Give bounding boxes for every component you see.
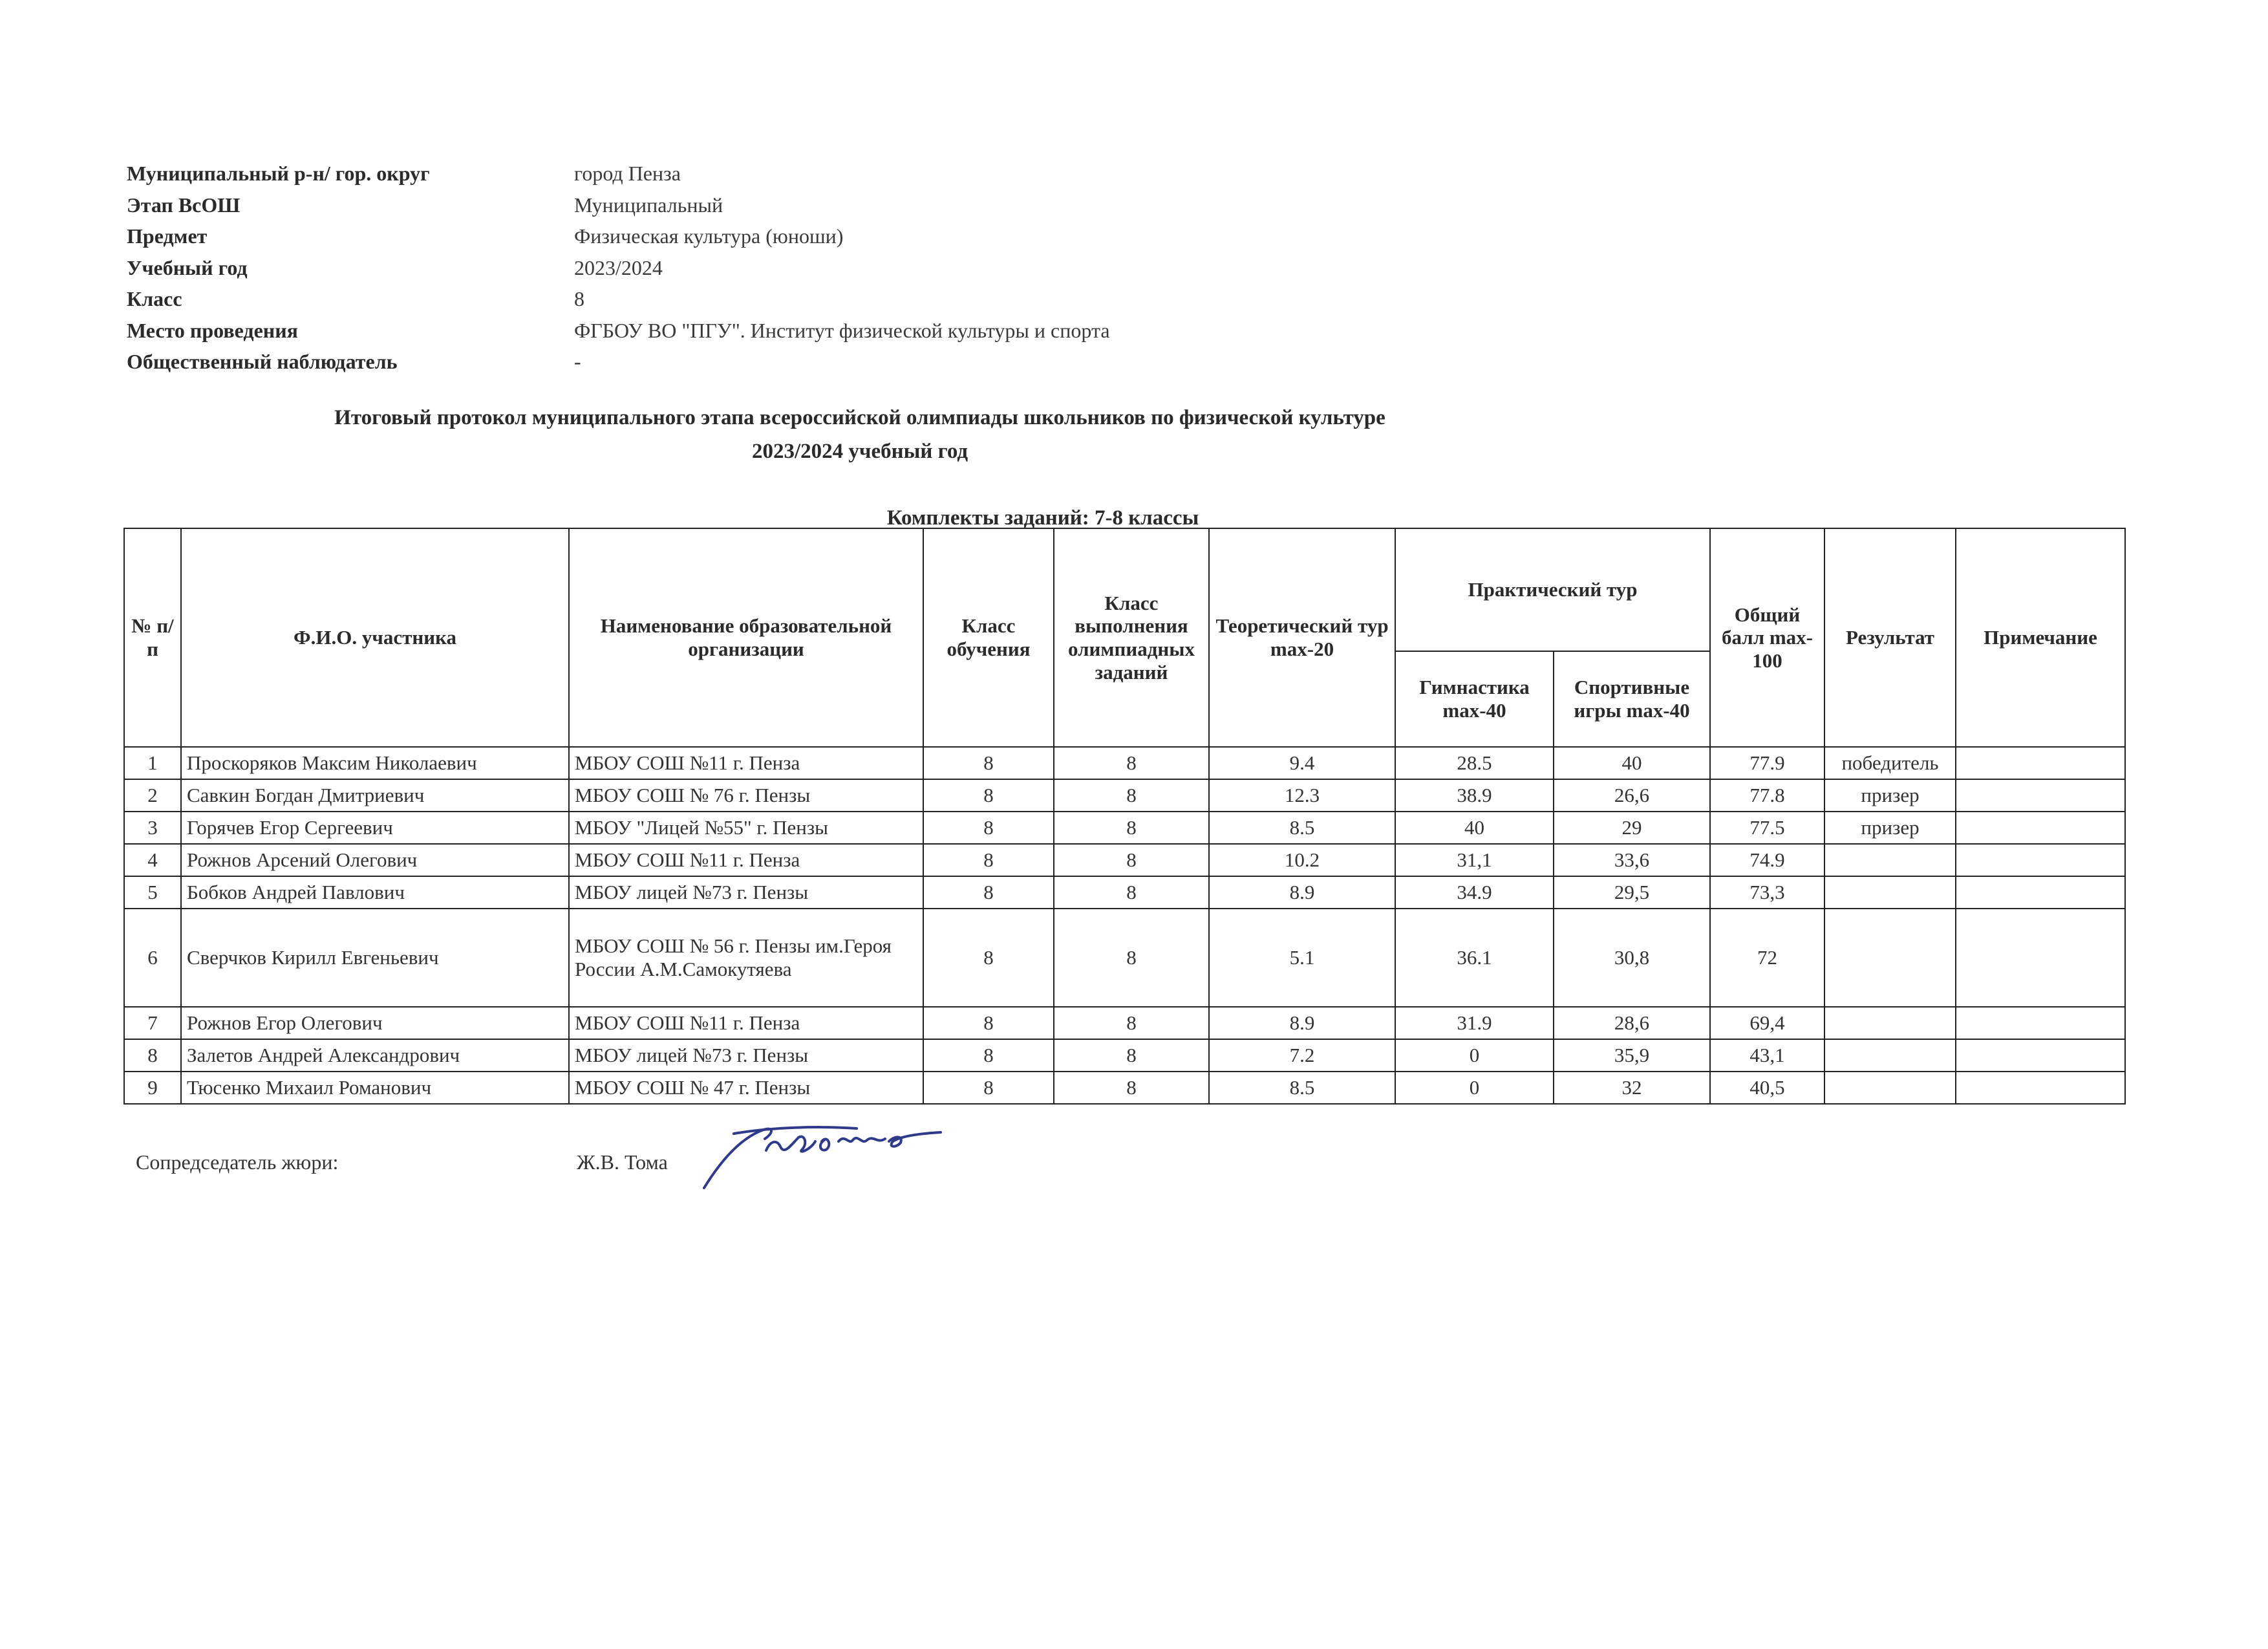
cell-theory: 8.5 bbox=[1209, 812, 1395, 844]
header-label: Этап ВсОШ bbox=[127, 193, 241, 217]
cell-grade: 8 bbox=[923, 909, 1054, 1007]
col-header-gymnastics: Гимнастика max-40 bbox=[1395, 651, 1554, 747]
header-value: город Пенза bbox=[574, 162, 681, 185]
header-value: ФГБОУ ВО "ПГУ". Институт физической культуры и спорта bbox=[574, 318, 1110, 342]
cell-total: 77.8 bbox=[1710, 779, 1824, 812]
cell-grade: 8 bbox=[923, 844, 1054, 876]
cell-result bbox=[1824, 876, 1956, 909]
cell-gymnastics: 28.5 bbox=[1395, 747, 1554, 779]
cell-grade: 8 bbox=[923, 747, 1054, 779]
header-label: Общественный наблюдатель bbox=[127, 350, 398, 373]
col-header-result: Результат bbox=[1824, 528, 1956, 747]
cell-gymnastics: 31,1 bbox=[1395, 844, 1554, 876]
cell-num: 3 bbox=[124, 812, 181, 844]
jury-chair-label: Сопредседатель жюри: bbox=[136, 1150, 339, 1174]
cell-sports: 29 bbox=[1554, 812, 1710, 844]
header-value: 8 bbox=[574, 287, 584, 310]
cell-org: МБОУ СОШ № 56 г. Пензы им.Героя России А.М.Самокутяева bbox=[569, 909, 923, 1007]
cell-note bbox=[1956, 1007, 2125, 1039]
cell-grade: 8 bbox=[923, 1039, 1054, 1072]
cell-gymnastics: 0 bbox=[1395, 1072, 1554, 1104]
cell-total: 77.5 bbox=[1710, 812, 1824, 844]
cell-num: 5 bbox=[124, 876, 181, 909]
cell-name: Савкин Богдан Дмитриевич bbox=[181, 779, 569, 812]
cell-result bbox=[1824, 844, 1956, 876]
table-row bbox=[124, 779, 2125, 812]
table-header-row bbox=[124, 528, 2125, 651]
cell-total: 40,5 bbox=[1710, 1072, 1824, 1104]
col-header-practice: Практический тур bbox=[1395, 528, 1710, 651]
cell-sports: 29,5 bbox=[1554, 876, 1710, 909]
cell-theory: 8.9 bbox=[1209, 876, 1395, 909]
table-row bbox=[124, 1007, 2125, 1039]
cell-sports: 28,6 bbox=[1554, 1007, 1710, 1039]
cell-theory: 8.5 bbox=[1209, 1072, 1395, 1104]
cell-num: 4 bbox=[124, 844, 181, 876]
cell-grade: 8 bbox=[923, 1072, 1054, 1104]
cell-num: 7 bbox=[124, 1007, 181, 1039]
cell-total: 74.9 bbox=[1710, 844, 1824, 876]
cell-task-grade: 8 bbox=[1054, 812, 1209, 844]
col-header-sports: Спортивные игры max-40 bbox=[1554, 651, 1710, 747]
cell-note bbox=[1956, 909, 2125, 1007]
cell-sports: 40 bbox=[1554, 747, 1710, 779]
cell-theory: 9.4 bbox=[1209, 747, 1395, 779]
cell-task-grade: 8 bbox=[1054, 876, 1209, 909]
cell-name: Рожнов Егор Олегович bbox=[181, 1007, 569, 1039]
cell-org: МБОУ СОШ №11 г. Пенза bbox=[569, 844, 923, 876]
cell-gymnastics: 36.1 bbox=[1395, 909, 1554, 1007]
cell-gymnastics: 31.9 bbox=[1395, 1007, 1554, 1039]
cell-task-grade: 8 bbox=[1054, 779, 1209, 812]
cell-sports: 30,8 bbox=[1554, 909, 1710, 1007]
cell-sports: 33,6 bbox=[1554, 844, 1710, 876]
results-table bbox=[123, 528, 2126, 1105]
cell-note bbox=[1956, 779, 2125, 812]
cell-total: 72 bbox=[1710, 909, 1824, 1007]
signature-icon bbox=[695, 1122, 992, 1193]
cell-grade: 8 bbox=[923, 779, 1054, 812]
header-value: Физическая культура (юноши) bbox=[574, 224, 844, 248]
col-header-name: Ф.И.О. участника bbox=[181, 528, 569, 747]
cell-note bbox=[1956, 747, 2125, 779]
cell-result: призер bbox=[1824, 812, 1956, 844]
col-header-task-grade: Класс выполнения олимпиадных заданий bbox=[1054, 528, 1209, 747]
cell-theory: 10.2 bbox=[1209, 844, 1395, 876]
col-header-num: № п/п bbox=[124, 528, 181, 747]
cell-num: 1 bbox=[124, 747, 181, 779]
jury-chair-name: Ж.В. Тома bbox=[577, 1150, 668, 1174]
cell-note bbox=[1956, 812, 2125, 844]
col-header-theory: Теоретический тур max-20 bbox=[1209, 528, 1395, 747]
cell-name: Горячев Егор Сергеевич bbox=[181, 812, 569, 844]
cell-theory: 7.2 bbox=[1209, 1039, 1395, 1072]
cell-name: Залетов Андрей Александрович bbox=[181, 1039, 569, 1072]
cell-gymnastics: 34.9 bbox=[1395, 876, 1554, 909]
cell-total: 77.9 bbox=[1710, 747, 1824, 779]
header-label: Место проведения bbox=[127, 318, 298, 342]
table-row bbox=[124, 747, 2125, 779]
cell-gymnastics: 40 bbox=[1395, 812, 1554, 844]
cell-name: Рожнов Арсений Олегович bbox=[181, 844, 569, 876]
table-row bbox=[124, 844, 2125, 876]
header-label: Класс bbox=[127, 287, 182, 310]
cell-name: Проскоряков Максим Николаевич bbox=[181, 747, 569, 779]
document-subtitle: 2023/2024 учебный год bbox=[751, 440, 968, 463]
table-row bbox=[124, 1072, 2125, 1104]
col-header-total: Общий балл max-100 bbox=[1710, 528, 1824, 747]
cell-org: МБОУ "Лицей №55" г. Пензы bbox=[569, 812, 923, 844]
cell-theory: 5.1 bbox=[1209, 909, 1395, 1007]
header-label: Муниципальный р-н/ гор. округ bbox=[127, 162, 430, 185]
cell-result bbox=[1824, 1007, 1956, 1039]
cell-sports: 26,6 bbox=[1554, 779, 1710, 812]
cell-task-grade: 8 bbox=[1054, 1007, 1209, 1039]
cell-result bbox=[1824, 909, 1956, 1007]
cell-name: Бобков Андрей Павлович bbox=[181, 876, 569, 909]
cell-gymnastics: 0 bbox=[1395, 1039, 1554, 1072]
header-value: Муниципальный bbox=[574, 193, 723, 217]
cell-result: призер bbox=[1824, 779, 1956, 812]
cell-theory: 12.3 bbox=[1209, 779, 1395, 812]
cell-gymnastics: 38.9 bbox=[1395, 779, 1554, 812]
header-label: Предмет bbox=[127, 224, 208, 248]
cell-grade: 8 bbox=[923, 812, 1054, 844]
col-header-grade: Класс обучения bbox=[923, 528, 1054, 747]
cell-org: МБОУ лицей №73 г. Пензы bbox=[569, 876, 923, 909]
table-row bbox=[124, 1039, 2125, 1072]
header-value: - bbox=[574, 350, 581, 373]
task-kit-caption: Комплекты заданий: 7-8 классы bbox=[886, 506, 1199, 530]
cell-result: победитель bbox=[1824, 747, 1956, 779]
cell-note bbox=[1956, 844, 2125, 876]
cell-total: 43,1 bbox=[1710, 1039, 1824, 1072]
cell-result bbox=[1824, 1072, 1956, 1104]
cell-org: МБОУ СОШ № 76 г. Пензы bbox=[569, 779, 923, 812]
cell-org: МБОУ СОШ № 47 г. Пензы bbox=[569, 1072, 923, 1104]
cell-result bbox=[1824, 1039, 1956, 1072]
cell-theory: 8.9 bbox=[1209, 1007, 1395, 1039]
cell-task-grade: 8 bbox=[1054, 747, 1209, 779]
cell-name: Тюсенко Михаил Романович bbox=[181, 1072, 569, 1104]
cell-num: 6 bbox=[124, 909, 181, 1007]
cell-task-grade: 8 bbox=[1054, 844, 1209, 876]
cell-note bbox=[1956, 1072, 2125, 1104]
header-label: Учебный год bbox=[127, 255, 248, 279]
col-header-note: Примечание bbox=[1956, 528, 2125, 747]
cell-grade: 8 bbox=[923, 1007, 1054, 1039]
cell-num: 2 bbox=[124, 779, 181, 812]
document-title: Итоговый протокол муниципального этапа всероссийской олимпиады школьников по физической культуре bbox=[334, 406, 1385, 429]
cell-grade: 8 bbox=[923, 876, 1054, 909]
cell-total: 73,3 bbox=[1710, 876, 1824, 909]
cell-num: 8 bbox=[124, 1039, 181, 1072]
cell-task-grade: 8 bbox=[1054, 1072, 1209, 1104]
cell-sports: 35,9 bbox=[1554, 1039, 1710, 1072]
cell-task-grade: 8 bbox=[1054, 909, 1209, 1007]
table-row bbox=[124, 909, 2125, 1007]
col-header-org: Наименование образовательной организации bbox=[569, 528, 923, 747]
cell-note bbox=[1956, 876, 2125, 909]
cell-task-grade: 8 bbox=[1054, 1039, 1209, 1072]
table-row bbox=[124, 876, 2125, 909]
cell-sports: 32 bbox=[1554, 1072, 1710, 1104]
cell-note bbox=[1956, 1039, 2125, 1072]
header-value: 2023/2024 bbox=[574, 255, 663, 279]
cell-org: МБОУ СОШ №11 г. Пенза bbox=[569, 747, 923, 779]
table-row bbox=[124, 812, 2125, 844]
cell-org: МБОУ лицей №73 г. Пензы bbox=[569, 1039, 923, 1072]
cell-total: 69,4 bbox=[1710, 1007, 1824, 1039]
cell-name: Сверчков Кирилл Евгеньевич bbox=[181, 909, 569, 1007]
cell-num: 9 bbox=[124, 1072, 181, 1104]
cell-org: МБОУ СОШ №11 г. Пенза bbox=[569, 1007, 923, 1039]
